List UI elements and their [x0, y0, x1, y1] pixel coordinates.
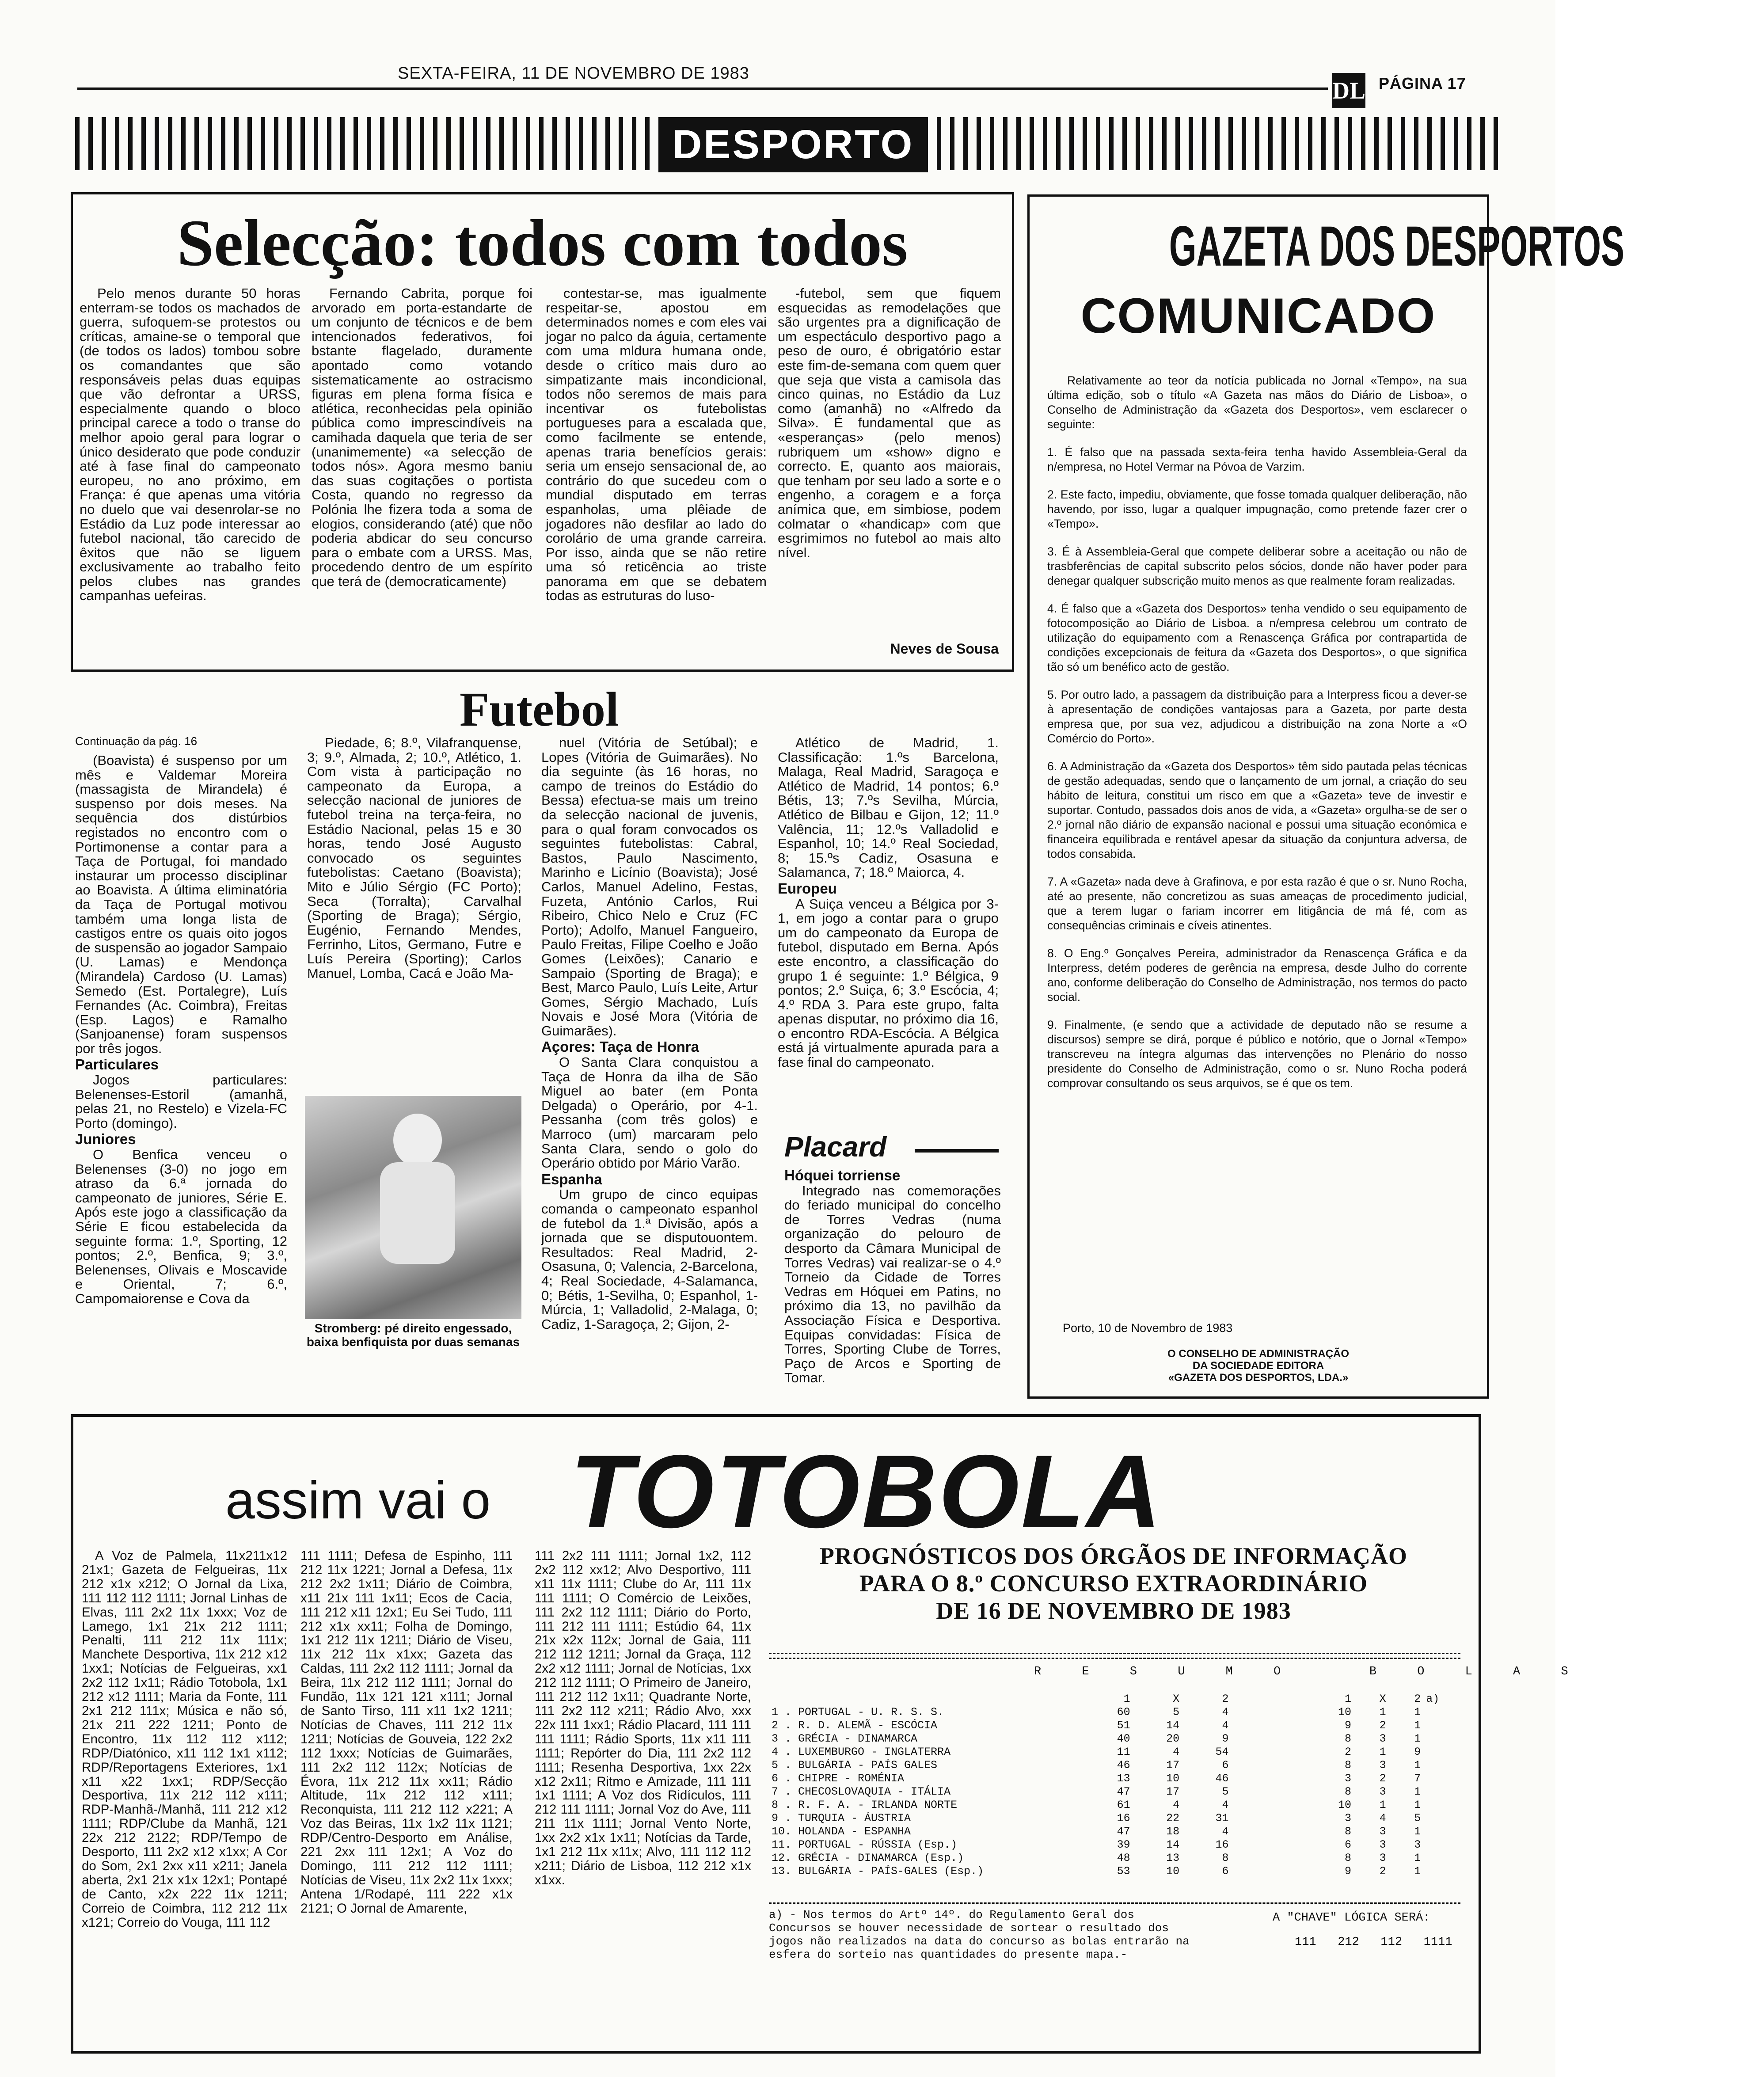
resumo-press-2: 46 — [1215, 1772, 1229, 1785]
gazeta-sign-line-2: DA SOCIEDADE EDITORA — [1192, 1360, 1324, 1372]
resumo-game: 7 . CHECOSLOVAQUIA - ITÁLIA — [772, 1785, 951, 1798]
gazeta-title-wrap — [1030, 215, 1625, 278]
page-number: PÁGINA 17 — [1379, 74, 1466, 92]
resumo-press-2: 4 — [1222, 1719, 1229, 1732]
resumo-press-1: 13 — [1117, 1772, 1130, 1785]
resumo-press-2: 31 — [1215, 1812, 1229, 1825]
resumo-press-1: 47 — [1117, 1825, 1130, 1838]
resumo-spacer — [1423, 1719, 1458, 1732]
gazeta-item-4: 4. É falso que a «Gazeta dos Desportos» tenha vendido o seu equipamento de fotocomposição ao Diário de Lisboa. a n/empresa celebrou um contrato de utilização do equipamento com a Renascença Gráfica por contrapartida de condições excepcionais de feitura da «Gazeta dos Desportos», o que significa tão só um benéfico acto de gestão. — [1047, 602, 1467, 673]
resumo-row — [769, 1812, 1458, 1825]
resumo-spacer — [1423, 1785, 1458, 1799]
resumo-spacer — [1232, 1759, 1319, 1772]
main-article-paragraph-4: -futebol, sem que fiquem esquecidas as remodelações que são urgentes pra a dignificação de um espectáculo desportivo pago a peso de ouro, é obrigatório estar este fim-de-semana com quem quer que seja que vista a camisola das cinco quinas, no Estádio da Luz como (amanhã) no «Alfredo da Silva». É fundamental que as «esperanças» (pelo menos) rubriquem um «show» digno e correcto. E, quanto aos maiorais, que tenham por seu lado a sorte e o engenho, a coragem e a força anímica que, em simbiose, podem colmatar o «handicap» com que esgrimimos no futebol ao mais alto nível. — [778, 285, 1001, 560]
resumo-press-1: 53 — [1117, 1865, 1130, 1878]
futebol-paragraph-1: (Boavista) é suspenso por um mês e Valdemar Moreira (massagista de Mirandela) é suspenso por dois meses. Na sequência dos distúrbios registados no encontro com o Portimonense a contar para a Taça de Portugal, foi mandado instaurar um processo disciplinar ao Boavista. A última eliminatória da Taça de Portugal motivou também uma longa lista de castigos entre os quais oito jogos de suspensão ao jogador Sampaio (U. Lamas) e Mendonça (Mirandela) Cardoso (U. Lamas) Semedo (Est. Portalegre), Luís Fernandes (Ac. Coimbra), Freitas (Esp. Lagos) e Ramalho (Sanjoanense) foram suspensos por três jogos. — [75, 753, 287, 1056]
resumo-press-1: 47 — [1117, 1785, 1130, 1798]
main-article-title: Selecção: todos com todos — [177, 206, 908, 280]
resumo-subheader-row — [769, 1693, 1458, 1706]
resumo-spacer — [1232, 1865, 1319, 1878]
resumo-row — [769, 1732, 1458, 1746]
resumo-bolas-2: 1 — [1414, 1852, 1421, 1864]
resumo-note: a) - Nos termos do Artº 14º. do Regulamento Geral dos Concursos se houver necessidade de sortear o resultado dos jogos não realizados na data do concurso as bolas entrarão na esfera do sorteio nas quantidades do presente mapa.- — [769, 1908, 1190, 1961]
resumo-bolas-x: 3 — [1379, 1852, 1386, 1864]
section-banner-left-stripes — [75, 117, 650, 170]
resumo-bolas-x: 3 — [1379, 1838, 1386, 1851]
resumo-bolas-2: 1 — [1414, 1706, 1421, 1719]
resumo-spacer — [1423, 1732, 1458, 1746]
resumo-spacer — [1232, 1746, 1319, 1759]
resumo-bolas-1: 10 — [1338, 1799, 1351, 1811]
main-article-col-2 — [312, 286, 532, 658]
resumo-spacer — [1232, 1706, 1319, 1719]
futebol-paragraph-particulares: Jogos particulares: Belenenses-Estoril (amanhã, pelas 21, no Restelo) e Vizela-FC Porto (domingo). — [75, 1072, 287, 1131]
main-article-paragraph-1: Pelo menos durante 50 horas enterram-se todos os machados de guerra, sufoquem-se protestos ou críticas, amaine-se o temporal que (de todos os lados) tombou sobre os comandantes que são responsáveis pelas duas equipas que vão defrontar a URSS, especialmente quando o bloco principal carece a todo o transe do melhor apoio geral para lograr o único desiderato que pode conduzir até à fase final do campeonato europeu, no ano próximo, em França: é que apenas uma vitória no duelo que vai desenrolar-se no Estádio da Luz pode interessar ao futebol nacional, tão carecido de êxitos que não se liguem exclusivamente ao trabalho feito pelos clubes nas grandes campanhas uefeiras. — [80, 285, 300, 604]
resumo-body — [769, 1706, 1458, 1878]
resumo-press-1: 46 — [1117, 1759, 1130, 1772]
futebol-col-1 — [75, 753, 287, 1370]
continuation-note: Continuação da pág. 16 — [75, 734, 198, 748]
photo-caption: Stromberg: pé direito engessado, baixa benfiquista por duas semanas — [306, 1321, 520, 1349]
resumo-press-2: 4 — [1222, 1706, 1229, 1719]
resumo-bolas-x: 4 — [1379, 1812, 1386, 1825]
totobola-heading-line-2: PARA O 8.º CONCURSO EXTRAORDINÁRIO — [859, 1570, 1368, 1597]
resumo-bolas-2: 1 — [1414, 1785, 1421, 1798]
resumo-bolas-x: 1 — [1379, 1799, 1386, 1811]
chave-label: A "CHAVE" LÓGICA SERÁ: — [1273, 1911, 1430, 1925]
col-header-b2: 2 — [1414, 1693, 1421, 1705]
resumo-press-1: 16 — [1117, 1812, 1130, 1825]
futebol-title: Futebol — [460, 682, 619, 736]
resumo-bolas-2: 1 — [1414, 1865, 1421, 1878]
resumo-press-1: 61 — [1117, 1799, 1130, 1811]
resumo-bolas-1: 2 — [1344, 1746, 1351, 1758]
resumo-spacer — [1232, 1799, 1319, 1812]
subhead-espanha: Espanha — [541, 1171, 602, 1187]
col-header-p2: 2 — [1222, 1693, 1229, 1705]
resumo-press-x: 17 — [1166, 1759, 1180, 1772]
gazeta-item-3: 3. É à Assembleia-Geral que compete deliberar sobre a aceitação ou não de trasbferências de capital subscrito pelos sócios, donde não haver poder para denegar qualquer subscrição muito menos as que realmente foram realizadas. — [1047, 545, 1467, 587]
resumo-press-2: 4 — [1222, 1799, 1229, 1811]
main-article-col-4 — [778, 286, 1001, 627]
futebol-paragraph-3: nuel (Vitória de Setúbal); e Lopes (Vitória de Guimarães). No dia seguinte (às 16 horas, no campo de treinos do Estádio do Bessa) efectua-se mais um treino da selecção nacional de juvenis, para o qual foram convocados os seguintes futebolistas: Cabral, Bastos, Paulo Nascimento, Marinho e Licínio (Boavista); José Carlos, Manuel Adelino, Festas, Fuzeta, António Carlos, Rui Ribeiro, Chico Nelo e Cruz (FC Porto); Adolfo, Manuel Fangueiro, Paulo Freitas, Filipe Coelho e João Gomes (Leixões); Canario e Sampaio (Sporting de Braga); e Best, Marco Paulo, Luís Leite, Artur Gomes, Sérgio Machado, Luís Novais e José Mora (Vitória de Guimarães). — [541, 735, 758, 1038]
resumo-bolas-1: 10 — [1338, 1706, 1351, 1719]
subhead-juniores: Juniores — [75, 1131, 136, 1148]
futebol-paragraph-4: Atlético de Madrid, 1. Classificação: 1.ºs Barcelona, Malaga, Real Madrid, Saragoça e Atlético de Madrid, 14 pontos; 6.º Bétis, 13; 7.ºs Sevilha, Múrcia, Atlético de Bilbau e Gijon, 12; 11.º Valência, 11; 12.ºs Valladolid e Espanhol, 10; 14.º Real Sociedad, 8; 15.ºs Cadiz, Osasuna e Salamanca, 7; 18.º Maiorca, 4. — [778, 735, 999, 880]
resumo-spacer — [1232, 1732, 1319, 1746]
totobola-col-1 — [82, 1549, 287, 2033]
resumo-bolas-2: 1 — [1414, 1732, 1421, 1745]
resumo-bolas-x: 1 — [1379, 1746, 1386, 1758]
resumo-row — [769, 1706, 1458, 1719]
gazeta-sign-line-3: «GAZETA DOS DESPORTOS, LDA.» — [1168, 1372, 1349, 1384]
main-article-paragraph-2: Fernando Cabrita, porque foi arvorado em porta-estandarte de um conjunto de técnicos e de bem intencionados federativos, foi bstante flagelado, duramente apontado como votando sistematicamente ao ostracismo figuras em plena forma física e atlética, reconhecidas pela opinião pública como imprescindíveis na camihada daquela que teria de ser (unanimemente) «a selecção de todos nós». Agora mesmo baniu das suas cogitações o portista Costa, quando no regresso da Polónia lhe fizera toda a soma de elogios, considerando (até) que nõo poderia abdicar do seu concurso para o embate com a URSS. Mas, procedendo dentro de um espírito que terá de (democraticamente) — [312, 285, 532, 589]
placard-paragraph: Integrado nas comemorações do feriado municipal do concelho de Torres Vedras (numa organização do pelouro de desporto da Câmara Municipal de Torres Vedras) vai realizar-se o 4.º Torneio da Cidade de Torres Vedras em Hóquei em Patins, no próximo dia 13, no pavilhão da Associação Física e Desportiva. Equipas convidadas: Física de Torres, Sporting Clube de Torres, Paço de Arcos e Sporting de Tomar. — [784, 1183, 1001, 1386]
resumo-table — [769, 1693, 1458, 1878]
resumo-bolas-x: 3 — [1379, 1759, 1386, 1772]
resumo-game: 2 . R. D. ALEMÃ - ESCÓCIA — [772, 1719, 938, 1732]
resumo-press-x: 20 — [1166, 1732, 1180, 1745]
resumo-row — [769, 1785, 1458, 1799]
totobola-paragraph-2: 111 1111; Defesa de Espinho, 111 212 11x 1221; Jornal a Defesa, 11x 212 2x2 1x11; Diário de Coimbra, x11 21x 111 1x11; Ecos de Cacia, 111 212 x11 12x1; Eu Sei Tudo, 111 212 x1x xx11; Folha de Domingo, 1x1 212 11x 1211; Diário de Viseu, 11x 212 11x x1xx; Gazeta das Caldas, 111 2x2 112 1111; Jornal da Beira, 11x 212 112 1111; Jornal do Fundão, 11x 121 121 x111; Jornal de Santo Tirso, 111 x11 1x2 1211; Notícias de Chaves, 111 212 11x 1211; Notícias de Gouveia, 122 2x2 112 1xxx; Notícias de Guimarães, 111 2x2 112 112x; Notícias de Évora, 11x 212 11x xx11; Rádio Altitude, 11x 212 112 x111; Reconquista, 111 212 112 x221; A Voz das Beiras, 11x 1x2 11x 1121; RDP/Centro-Desporto em Análise, 221 2xx 111 12x1; A Voz do Domingo, 111 212 112 1111; Notícias de Viseu, 11x 2x2 11x 1xxx; Antena 1/Rodapé, 111 222 x1x 2121; O Jornal de Amarente, — [300, 1548, 513, 1916]
resumo-bolas-1: 3 — [1344, 1812, 1351, 1825]
resumo-spacer — [1423, 1812, 1458, 1825]
col-header-a: a) — [1426, 1693, 1440, 1705]
resumo-spacer — [1232, 1772, 1319, 1785]
resumo-spacer — [1423, 1759, 1458, 1772]
gazeta-signature — [1030, 1348, 1487, 1384]
resumo-bolas-1: 9 — [1344, 1719, 1351, 1732]
resumo-spacer — [1423, 1706, 1458, 1719]
resumo-game: 5 . BULGÁRIA - PAÍS GALES — [772, 1759, 938, 1772]
resumo-bolas-2: 7 — [1414, 1772, 1421, 1785]
resumo-bottom-rule — [769, 1902, 1460, 1906]
resumo-spacer — [1423, 1825, 1458, 1838]
stromberg-photo — [305, 1096, 521, 1319]
totobola-heading-line-3: DE 16 DE NOVEMBRO DE 1983 — [936, 1598, 1291, 1624]
resumo-game: 10. HOLANDA - ESPANHA — [772, 1825, 911, 1838]
main-article-col-3 — [546, 286, 767, 658]
resumo-bolas-x: 2 — [1379, 1772, 1386, 1785]
resumo-spacer — [1232, 1838, 1319, 1852]
resumo-bolas-2: 9 — [1414, 1746, 1421, 1758]
resumo-spacer — [1423, 1865, 1458, 1878]
resumo-game: 11. PORTUGAL - RÚSSIA (Esp.) — [772, 1838, 958, 1851]
gazeta-item-7: 7. A «Gazeta» nada deve à Grafinova, e por esta razão é que o sr. Nuno Rocha, até ao presente, não concretizou as suas ameaças de procedimento judicial, que a terem lugar o fariam incorrer em litigância de má fé, com as consequências criminais e cíveis atinentes. — [1047, 875, 1467, 932]
totobola-brand: TOTOBOLA — [570, 1433, 1163, 1549]
resumo-press-1: 48 — [1117, 1852, 1130, 1864]
resumo-bolas-1: 8 — [1344, 1825, 1351, 1838]
resumo-bolas-2: 1 — [1414, 1799, 1421, 1811]
placard-rule — [915, 1149, 999, 1153]
col-header-p1: 1 — [1123, 1693, 1130, 1705]
futebol-paragraph-acores: O Santa Clara conquistou a Taça de Honra da ilha de São Miguel ao bater (em Ponta Delgada) o Operário, por 4-1. Pessanha (com três golos) e Marroco (um) marcaram pelo Santa Clara, sendo o golo do Operário obtido por Mário Varão. — [541, 1054, 758, 1171]
resumo-press-x: 4 — [1173, 1799, 1180, 1811]
resumo-press-x: 13 — [1166, 1852, 1180, 1864]
resumo-bolas-2: 1 — [1414, 1759, 1421, 1772]
resumo-press-x: 14 — [1166, 1719, 1180, 1732]
gazeta-title: GAZETA DOS DESPORTOS — [1169, 215, 1625, 278]
resumo-press-2: 8 — [1222, 1852, 1229, 1864]
resumo-row — [769, 1759, 1458, 1772]
resumo-spacer — [1232, 1719, 1319, 1732]
futebol-paragraph-2: Piedade, 6; 8.º, Vilafranquense, 3; 9.º, Almada, 2; 10.º, Atlético, 1. Com vista à participação no campeonato da Europa, a selecção nacional de juniores de futebol treina na terça-feira, no Estádio Nacional, pelas 15 e 30 horas, tendo José Augusto convocado os seguintes futebolistas: Caetano (Boavista); Mito e Júlio Sérgio (FC Porto); Seca (Torralta); Carvalhal (Sporting de Braga); Sérgio, Eugénio, Fernando Mendes, Ferrinho, Litos, Germano, Futre e Luís Pereira (Sporting); Carlos Manuel, Lomba, Cacá e João Ma- — [307, 735, 521, 981]
resumo-press-2: 6 — [1222, 1865, 1229, 1878]
resumo-bolas-1: 8 — [1344, 1852, 1351, 1864]
resumo-row — [769, 1838, 1458, 1852]
futebol-col-2 — [307, 736, 521, 1089]
resumo-bolas-x: 3 — [1379, 1825, 1386, 1838]
resumo-header: R E S U M O B O L A S — [1034, 1665, 1585, 1678]
resumo-bolas-x: 3 — [1379, 1732, 1386, 1745]
header-rule — [77, 87, 1328, 90]
resumo-bolas-1: 9 — [1344, 1865, 1351, 1878]
resumo-game: 6 . CHIPRE - ROMÉNIA — [772, 1772, 905, 1785]
col-header-bx: X — [1379, 1693, 1386, 1705]
resumo-game: 12. GRÉCIA - DINAMARCA (Esp.) — [772, 1852, 964, 1864]
subhead-hoquei: Hóquei torriense — [784, 1167, 901, 1183]
resumo-bolas-1: 6 — [1344, 1838, 1351, 1851]
totobola-paragraph-1: A Voz de Palmela, 11x211x12 21x1; Gazeta de Felgueiras, 11x 212 x1x x212; O Jornal da Lixa, 111 112 112 1111; Jornal Linhas de Elvas, 111 2x2 11x 1xxx; Voz de Lamego, 1x1 21x 212 1111; Penalti, 111 212 11x 111x; Manchete Desportiva, 11x 212 x12 1xx1; Notícias de Felgueiras, xx1 2x2 112 1x11; Rádio Totobola, 1x1 212 x12 1111; Maria da Fonte, 111 2x1 212 111x; Música e não só, 21x 211 222 1211; Ponto de Encontro, 11x 112 112 x112; RDP/Diatónico, x11 112 1x1 x112; RDP/Reportagens Exteriores, 1x1 x11 x22 1xx1; RDP/Secção Desportiva, 11x 212 112 x111; RDP-Manhã-/Manhã, 111 212 x12 1111; RDP/Clube da Manhã, 121 22x 212 2122; RDP/Tempo de Desporto, 111 2x2 x12 x1xx; A Cor do Som, 2x1 2xx x11 x211; Janela aberta, 2x1 21x x1x 12x1; Pontapé de Canto, x2x 222 11x 1211; Correio de Coimbra, 112 212 11x x121; Correio do Vouga, 111 112 — [82, 1548, 287, 1930]
resumo-press-1: 51 — [1117, 1719, 1130, 1732]
col-header-px: X — [1173, 1693, 1180, 1705]
chave-value: 111 212 112 1111 — [1295, 1936, 1452, 1949]
resumo-press-x: 14 — [1166, 1838, 1180, 1851]
gazeta-date: Porto, 10 de Novembro de 1983 — [1063, 1321, 1233, 1335]
gazeta-item-6: 6. A Administração da «Gazeta dos Desportos» têm sido pautada pelas técnicas de gestão adequadas, sendo que o lançamento de um jornal, a criação do seu hábito de leitura, constitui um risco em que a «Gazeta» teve de investir e suportar. Contudo, passados dois anos de vida, a «Gazeta» orgulha-se de ser o 2.º jornal não diário de expansão nacional e possui uma situação económica e financeira equilibrada e rentável apesar da situação da conjuntura adversa, de todos consabida. — [1047, 760, 1467, 860]
resumo-row — [769, 1746, 1458, 1759]
subhead-europeu: Europeu — [778, 880, 837, 897]
gazeta-body — [1047, 373, 1467, 1301]
resumo-spacer — [1423, 1838, 1458, 1852]
resumo-game: 1 . PORTUGAL - U. R. S. S. — [772, 1706, 944, 1719]
resumo-press-x: 22 — [1166, 1812, 1180, 1825]
gazeta-item-9: 9. Finalmente, (e sendo que a actividade de deputado não se resume a discursos) sempre se dirá, porque é público e notório, que o Jornal «Tempo» transcreveu na íntegra algumas das intervenções no Plenário do nosso presidente do Conselho de Administração, como o sr. Nuno Rocha poderá comprovar consultando os seus arquivos, se é que os tem. — [1047, 1018, 1467, 1090]
resumo-press-2: 6 — [1222, 1759, 1229, 1772]
resumo-row — [769, 1799, 1458, 1812]
resumo-press-x: 17 — [1166, 1785, 1180, 1798]
totobola-col-2 — [300, 1549, 513, 2033]
resumo-game: 9 . TURQUIA - ÁUSTRIA — [772, 1812, 911, 1825]
resumo-spacer — [1232, 1812, 1319, 1825]
gazeta-item-1: 1. É falso que na passada sexta-feira tenha havido Assembleia-Geral da n/empresa, no Hotel Vermar na Póvoa de Varzim. — [1047, 445, 1467, 473]
gazeta-item-5: 5. Por outro lado, a passagem da distribuição para a Interpress ficou a dever-se à apresentação de condições vantajosas para a Gazeta, por parte desta empresa que, por sua vez, adjudicou a distribuição na zona Norte a «O Comércio do Porto». — [1047, 688, 1467, 745]
resumo-press-x: 4 — [1173, 1746, 1180, 1758]
col-header-b1: 1 — [1344, 1693, 1351, 1705]
resumo-bolas-1: 8 — [1344, 1732, 1351, 1745]
resumo-spacer — [1423, 1746, 1458, 1759]
resumo-press-2: 54 — [1215, 1746, 1229, 1758]
placard-col — [784, 1167, 1001, 1388]
resumo-spacer — [1232, 1785, 1319, 1799]
futebol-col-4 — [778, 736, 999, 1125]
resumo-row — [769, 1719, 1458, 1732]
futebol-paragraph-juniores: O Benfica venceu o Belenenses (3-0) no jogo em atraso da 6.ª jornada do campeonato de juniores, Série E. Após este jogo a classificação da Série E ficou estabelecida da seguinte forma: 1.º, Sporting, 12 pontos; 2.º, Benfica, 9; 3.º, Belenenses, Olivais e Moscavide e Oriental, 7; 6.º, Campomaiorense e Cova da — [75, 1147, 287, 1306]
futebol-paragraph-espanha: Um grupo de cinco equipas comanda o campeonato espanhol de futebol da 1.ª Divisão, após a jornada que se disputouontem. Resultados: Real Madrid, 2-Osasuna, 0; Valencia, 2-Barcelona, 4; Real Sociedade, 4-Salamanca, 0; Bétis, 1-Sevilha, 0; Espanhol, 1-Múrcia, 1; Valladolid, 2-Malaga, 0; Cadiz, 1-Saragoça, 2; Gijon, 2- — [541, 1187, 758, 1332]
gazeta-item-8: 8. O Eng.º Gonçalves Pereira, administrador da Renascença Gráfica e da Interpress, detém poderes de gerência na empresa, desde Julho do corrente ano, conforme deliberação do Conselho de Administração, nos termos do pacto social. — [1047, 947, 1467, 1004]
resumo-row — [769, 1852, 1458, 1865]
photo-figure-body — [380, 1162, 455, 1264]
resumo-spacer — [1423, 1799, 1458, 1812]
resumo-press-1: 40 — [1117, 1732, 1130, 1745]
resumo-press-x: 5 — [1173, 1706, 1180, 1719]
resumo-press-x: 10 — [1166, 1772, 1180, 1785]
main-article-col-1 — [80, 286, 300, 658]
resumo-game: 3 . GRÉCIA - DINAMARCA — [772, 1732, 918, 1745]
issue-date: SEXTA-FEIRA, 11 DE NOVEMBRO DE 1983 — [398, 64, 749, 83]
placard-title: Placard — [784, 1131, 887, 1163]
gazeta-item-2: 2. Este facto, impediu, obviamente, que fosse tomada qualquer deliberação, não havendo, por isso, lugar a qualquer impugnação, como pretende fazer crer o «Tempo». — [1047, 488, 1467, 530]
section-banner-right-stripes — [937, 117, 1505, 170]
resumo-game: 13. BULGÁRIA - PAÍS-GALES (Esp.) — [772, 1865, 984, 1878]
resumo-bolas-2: 5 — [1414, 1812, 1421, 1825]
resumo-row — [769, 1772, 1458, 1785]
totobola-heading — [767, 1542, 1460, 1624]
photo-figure-head — [393, 1114, 442, 1167]
futebol-col-3 — [541, 736, 758, 1399]
resumo-bolas-2: 3 — [1414, 1838, 1421, 1851]
resumo-bolas-2: 1 — [1414, 1825, 1421, 1838]
resumo-spacer — [1232, 1852, 1319, 1865]
resumo-press-2: 16 — [1215, 1838, 1229, 1851]
resumo-bolas-x: 2 — [1379, 1719, 1386, 1732]
resumo-bolas-x: 3 — [1379, 1785, 1386, 1798]
main-article-author: Neves de Sousa — [890, 641, 999, 657]
resumo-row — [769, 1865, 1458, 1878]
resumo-bolas-1: 8 — [1344, 1759, 1351, 1772]
resumo-game: 4 . LUXEMBURGO - INGLATERRA — [772, 1746, 951, 1758]
resumo-bolas-2: 1 — [1414, 1719, 1421, 1732]
resumo-bolas-1: 3 — [1344, 1772, 1351, 1785]
comunicado-title: COMUNICADO — [1080, 288, 1436, 343]
subhead-particulares: Particulares — [75, 1056, 159, 1073]
resumo-spacer — [1423, 1772, 1458, 1785]
resumo-press-1: 60 — [1117, 1706, 1130, 1719]
resumo-press-2: 5 — [1222, 1785, 1229, 1798]
resumo-press-x: 18 — [1166, 1825, 1180, 1838]
subhead-acores: Açores: Taça de Honra — [541, 1038, 700, 1055]
section-banner: DESPORTO — [658, 117, 928, 172]
resumo-press-1: 39 — [1117, 1838, 1130, 1851]
gazeta-sign-line-1: O CONSELHO DE ADMINISTRAÇÃO — [1167, 1348, 1350, 1360]
futebol-paragraph-europeu: A Suiça venceu a Bélgica por 3-1, em jogo a contar para o grupo um do campeonato da Europa de futebol, disputado em Berna. Após este encontro, a classificação do grupo 1 é seguinte: 1.º Bélgica, 9 pontos; 2.º Suiça, 6; 3.º Escócia, 4; 4.º RDA 3. Para este grupo, falta apenas disputar, no próximo dia 16, o encontro RDA-Escócia. A Bélgica está já virtualmente apurada para a fase final do campeonato. — [778, 896, 999, 1070]
resumo-bolas-x: 1 — [1379, 1706, 1386, 1719]
totobola-lead: assim vai o — [225, 1471, 491, 1530]
newspaper-logo: DL — [1332, 73, 1365, 108]
resumo-bolas-x: 2 — [1379, 1865, 1386, 1878]
main-article-paragraph-3: contestar-se, mas igualmente respeitar-se, apostou em determinados nomes e com eles vai jogar no palco da águia, certamente com uma mldura humana onde, desde o crítico mais duro ao simpatizante mais incondicional, todos nõo seremos de mais para incentivar os futebolistas portugueses para a escalada que, como facilmente se entende, apenas traria benefícios gerais: seria um ensejo sensacional de, ao contrário do que sucedeu com o mundial disputado em terras espanholas, uma plêiade de jogadores não desfilar ao lado do corolário de uma grande carreira. Por isso, ainda que se não retire uma só reticência ao triste panorama em que se debatem todas as estruturas do luso- — [546, 285, 767, 604]
totobola-col-3 — [535, 1549, 751, 2033]
resumo-bolas-1: 8 — [1344, 1785, 1351, 1798]
resumo-spacer — [1232, 1825, 1319, 1838]
gazeta-intro: Relativamente ao teor da notícia publicada no Jornal «Tempo», na sua última edição, sob o título «A Gazeta nas mãos do Diário de Lisboa», o Conselho de Administração da «Gazeta dos Desportos», vem esclarecer o seguinte: — [1047, 374, 1467, 431]
resumo-press-2: 4 — [1222, 1825, 1229, 1838]
resumo-top-rule — [769, 1653, 1460, 1659]
resumo-game: 8 . R. F. A. - IRLANDA NORTE — [772, 1799, 958, 1811]
resumo-press-2: 9 — [1222, 1732, 1229, 1745]
totobola-heading-line-1: PROGNÓSTICOS DOS ÓRGÃOS DE INFORMAÇÃO — [819, 1543, 1408, 1569]
resumo-spacer — [1423, 1852, 1458, 1865]
resumo-press-1: 11 — [1117, 1746, 1130, 1758]
resumo-row — [769, 1825, 1458, 1838]
totobola-paragraph-3: 111 2x2 111 1111; Jornal 1x2, 112 2x2 112 xx12; Alvo Desportivo, 111 x11 11x 1111; Clube do Ar, 111 11x 111 1111; O Comércio de Leixões, 111 2x2 112 1111; Diário do Porto, 111 212 111 1111; Estúdio 64, 11x 21x x2x 112x; Jornal de Gaia, 111 212 112 1211; Jornal da Graça, 112 2x2 x12 1111; Jornal de Notícias, 1xx 212 112 1111; O Primeiro de Janeiro, 111 212 112 1x11; Quadrante Norte, 111 2x2 112 x211; Rádio Alvo, xxx 22x 111 1xx1; Rádio Placard, 111 111 111 1111; Rádio Sports, 11x x11 111 1111; Repórter do Dia, 111 2x2 112 1111; Resenha Desportiva, 1xx 22x x12 2x11; Ritmo e Amizade, 111 111 1x1 1111; A Voz dos Ridículos, 111 212 111 1111; Jornal Voz do Ave, 111 211 11x 1111; Jornal Vento Norte, 1xx 2x2 x1x 1x11; Notícias da Tarde, 1x1 212 11x x11x; Alvo, 111 112 112 x211; Diário de Lisboa, 112 212 x1x x1xx. — [535, 1548, 751, 1887]
resumo-press-x: 10 — [1166, 1865, 1180, 1878]
